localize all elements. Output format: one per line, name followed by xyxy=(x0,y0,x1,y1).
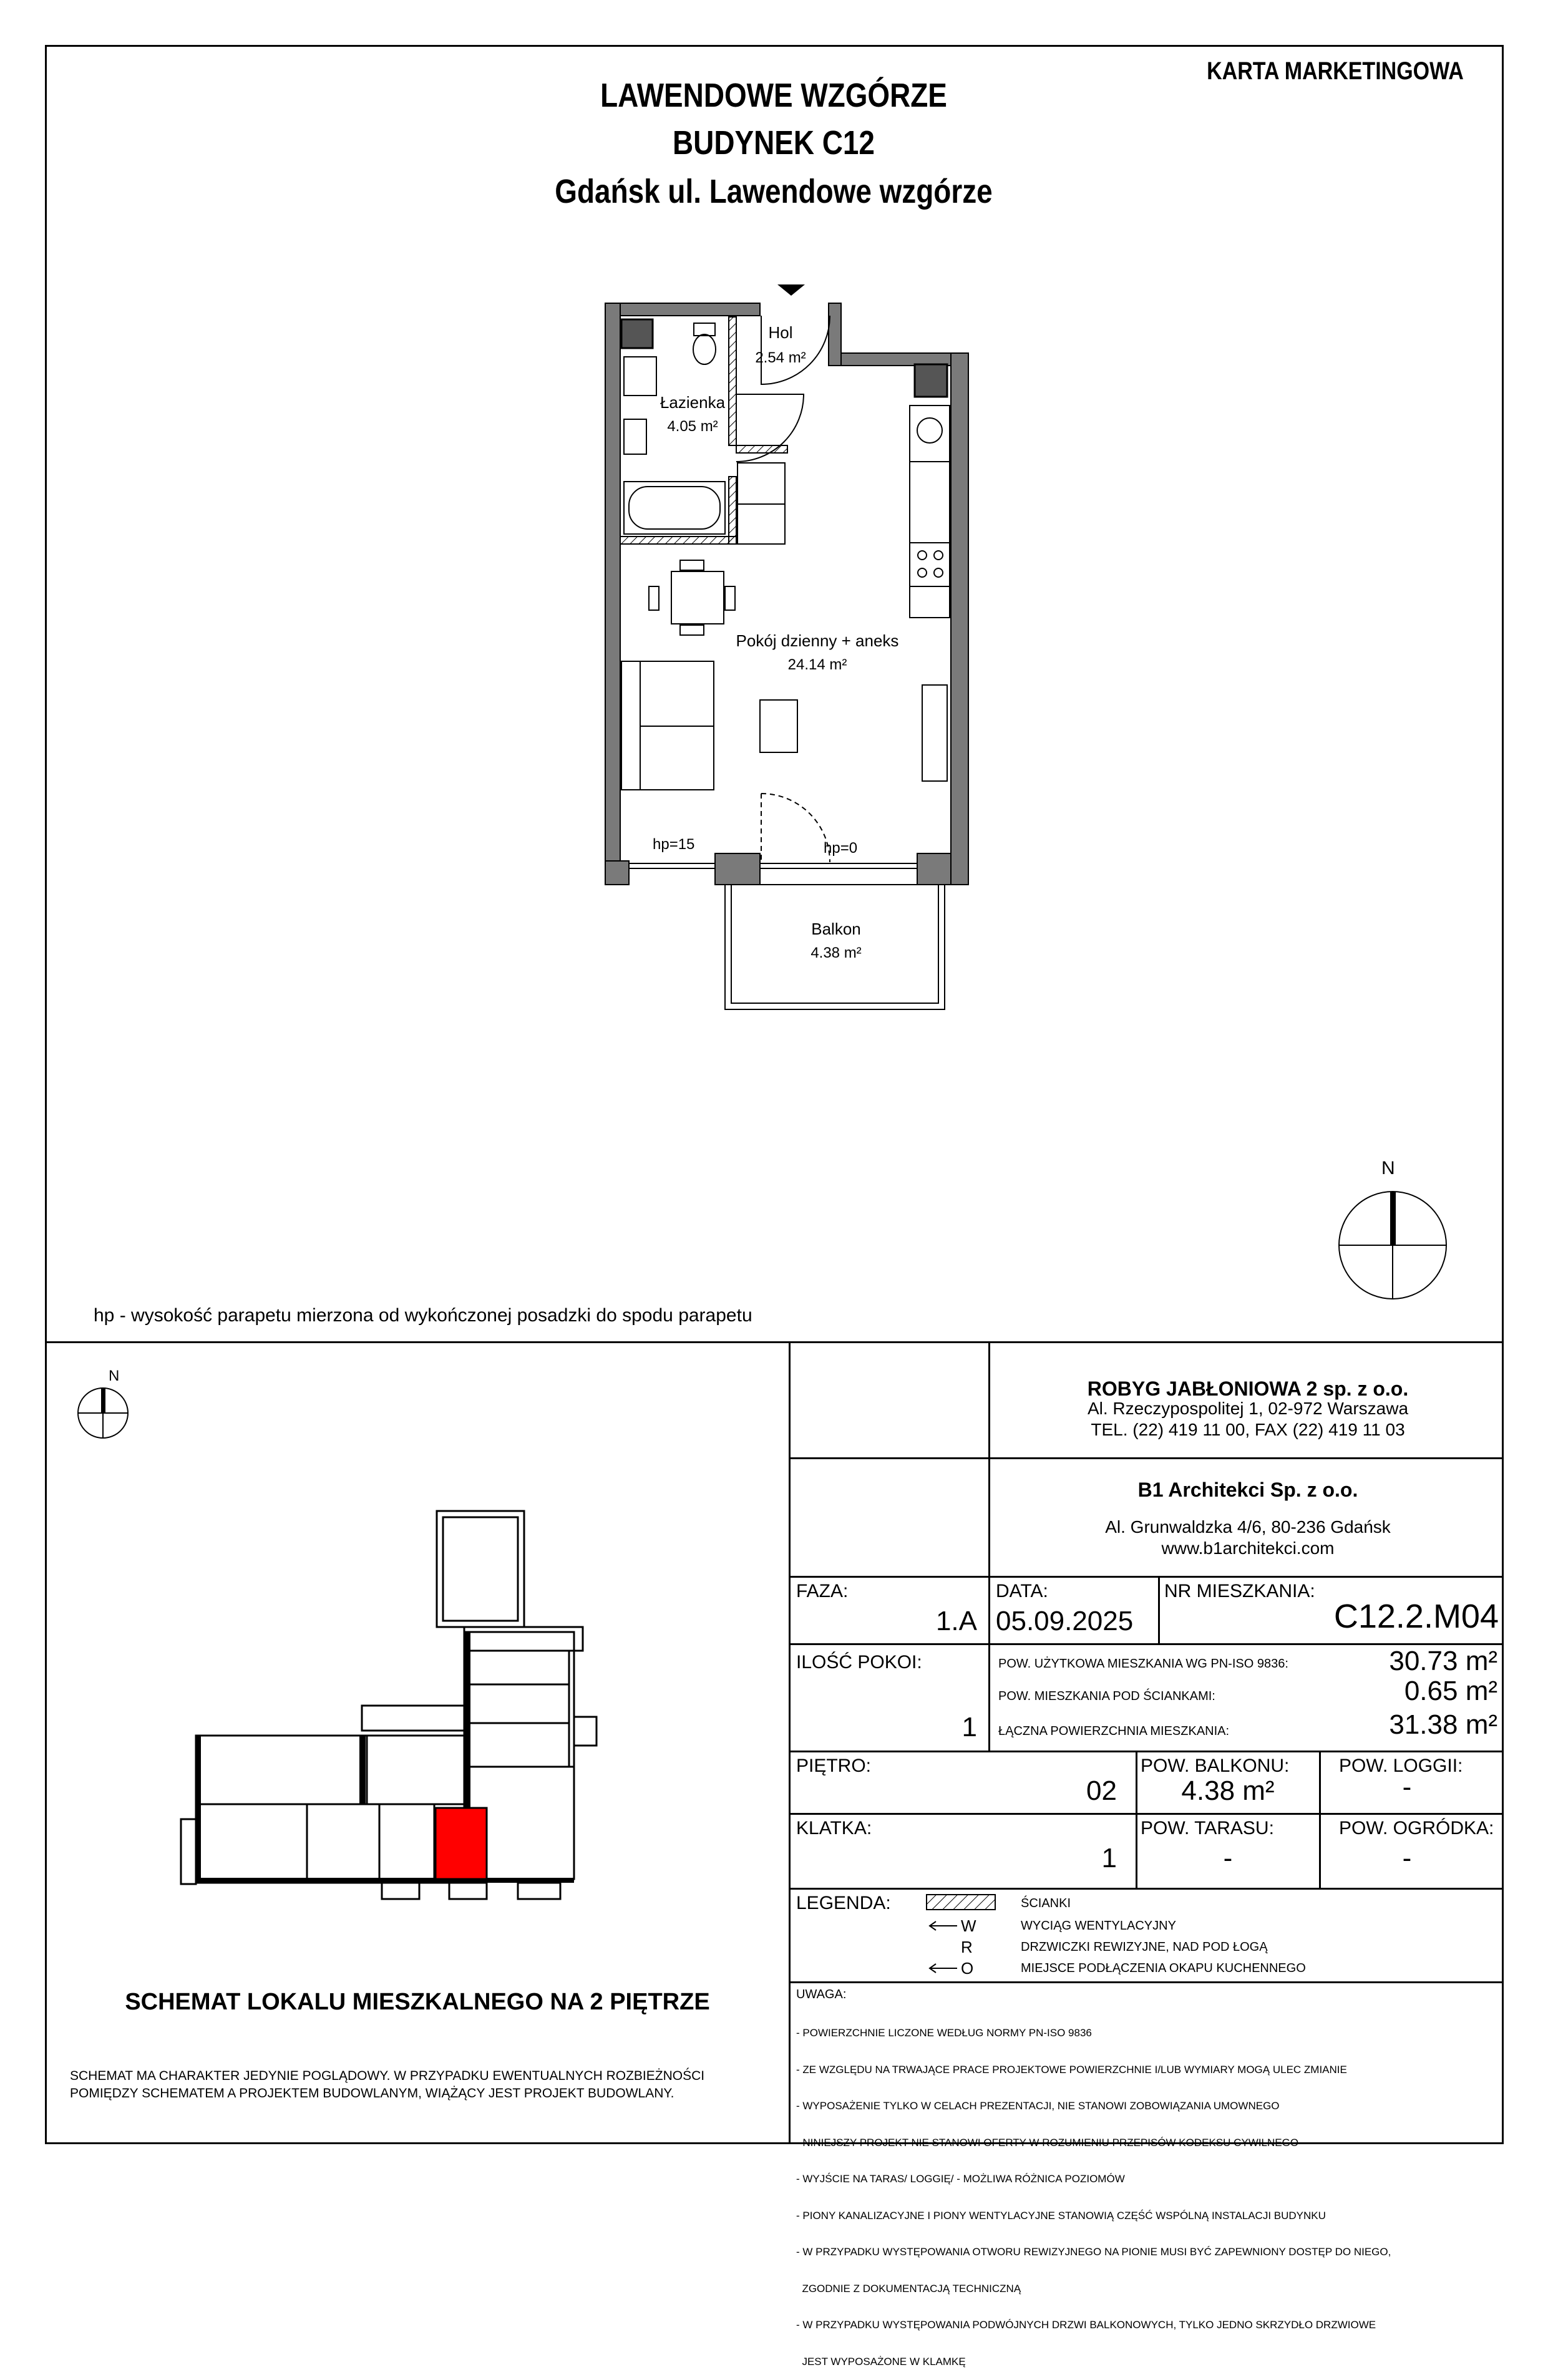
balkon-value: 4.38 m² xyxy=(1181,1775,1275,1806)
room-hol-label: Hol xyxy=(768,323,793,342)
data-label: DATA: xyxy=(996,1581,1048,1601)
legend-label: LEGENDA: xyxy=(796,1893,891,1913)
pow-laczna-label: ŁĄCZNA POWIERZCHNIA MIESZKANIA: xyxy=(998,1724,1230,1738)
taras-label: POW. TARASU: xyxy=(1141,1818,1274,1838)
pow-sciankami-value: 0.65 m² xyxy=(1404,1676,1497,1706)
klatka-label: KLATKA: xyxy=(796,1818,872,1838)
balkon-label: POW. BALKONU: xyxy=(1141,1756,1290,1776)
building-title: BUDYNEK C12 xyxy=(673,124,875,162)
legend-item-ventilation: WYCIĄG WENTYLACYJNY xyxy=(1021,1919,1176,1933)
pokoi-label: ILOŚĆ POKOI: xyxy=(796,1652,922,1673)
notes-label: UWAGA: xyxy=(796,1988,847,2001)
pietro-label: PIĘTRO: xyxy=(796,1756,872,1776)
legend-hatch-icon xyxy=(926,1894,996,1910)
ogrodek-value: - xyxy=(1402,1843,1412,1873)
building-key-plan xyxy=(175,1503,611,1915)
note-item: - ZE WZGLĘDU NA TRWAJĄCE PRACE PROJEKTOWE POWIERZCHNIE I/LUB WYMIARY MOGĄ ULEC ZMIANIE xyxy=(796,2063,1347,2076)
parapet-height-right: hp=0 xyxy=(824,840,858,857)
highlighted-apartment xyxy=(436,1808,487,1879)
room-balkon-area: 4.38 m² xyxy=(811,945,862,961)
card-type-label: KARTA MARKETINGOWA xyxy=(1207,57,1464,85)
architect-web: www.b1architekci.com xyxy=(1161,1538,1335,1558)
note-item: ZGODNIE Z DOKUMENTACJĄ TECHNICZNĄ xyxy=(796,2282,1021,2295)
keyplan-north-label: N xyxy=(109,1367,120,1384)
note-item: - PIONY KANALIZACYJNE I PIONY WENTYLACYJNE STANOWIĄ CZĘŚĆ WSPÓLNĄ INSTALACJI BUDYNKU xyxy=(796,2209,1326,2222)
room-lazienka-area: 4.05 m² xyxy=(667,418,718,435)
ogrodek-label: POW. OGRÓDKA: xyxy=(1339,1818,1494,1838)
note-item: - WYJŚCIE NA TARAS/ LOGGIĘ/ - MOŻLIWA RÓŻNICA POZIOMÓW xyxy=(796,2173,1125,2185)
pow-laczna-value: 31.38 m² xyxy=(1389,1709,1497,1740)
pietro-value: 02 xyxy=(1086,1775,1117,1806)
legend-symbol-w: W xyxy=(961,1916,976,1935)
keyplan-north-arrow-icon xyxy=(75,1385,131,1441)
entrance-arrow xyxy=(777,284,805,296)
investor-name: ROBYG JABŁONIOWA 2 sp. z o.o. xyxy=(1087,1377,1409,1400)
note-item: - POWIERZCHNIE LICZONE WEDŁUG NORMY PN-ISO 9836 xyxy=(796,2027,1092,2039)
project-title: LAWENDOWE WZGÓRZE xyxy=(600,77,947,114)
klatka-value: 1 xyxy=(1101,1843,1117,1873)
address-title: Gdańsk ul. Lawendowe wzgórze xyxy=(555,173,993,210)
pokoi-value: 1 xyxy=(961,1712,977,1742)
room-hol-area: 2.54 m² xyxy=(755,349,806,366)
investor-phone: TEL. (22) 419 11 00, FAX (22) 419 11 03 xyxy=(1091,1420,1405,1439)
pow-sciankami-label: POW. MIESZKANIA POD ŚCIANKAMI: xyxy=(998,1689,1215,1703)
keyplan-disclaimer-1: SCHEMAT MA CHARAKTER JEDYNIE POGLĄDOWY. W PRZYPADKU EWENTUALNYCH ROZBIEŻNOŚCI xyxy=(70,2069,705,2083)
nr-value: C12.2.M04 xyxy=(1333,1598,1499,1635)
architect-name: B1 Architekci Sp. z o.o. xyxy=(1137,1479,1358,1501)
note-item: - WYPOSAŻENIE TYLKO W CELACH PREZENTACJI, NIE STANOWI ZOBOWIĄZANIA UMOWNEGO xyxy=(796,2100,1280,2112)
legend-symbol-o: O xyxy=(961,1959,974,1978)
legend-item-revision: DRZWICZKI REWIZYJNE, NAD POD ŁOGĄ xyxy=(1021,1940,1268,1954)
note-item: - NINIEJSZY PROJEKT NIE STANOWI OFERTY W ROZUMIENIU PRZEPISÓW KODEKSU CYWILNEGO xyxy=(796,2136,1299,2149)
keyplan-caption: SCHEMAT LOKALU MIESZKALNEGO NA 2 PIĘTRZE xyxy=(125,1989,710,2015)
room-lazienka-label: Łazienka xyxy=(660,393,726,412)
loggia-label: POW. LOGGII: xyxy=(1339,1756,1463,1776)
notes-list xyxy=(796,2003,1391,2380)
keyplan-disclaimer-2: POMIĘDZY SCHEMATEM A PROJEKTEM BUDOWLANYM, WIĄŻĄCY JEST PROJEKT BUDOWLANY. xyxy=(70,2086,674,2101)
taras-value: - xyxy=(1223,1843,1233,1873)
pow-uzytkowa-value: 30.73 m² xyxy=(1389,1646,1497,1676)
legend-arrow-o-icon xyxy=(927,1963,958,1974)
north-arrow-icon xyxy=(1330,1189,1455,1301)
room-living-label: Pokój dzienny + aneks xyxy=(736,631,899,650)
note-item: - W PRZYPADKU WYSTĘPOWANIA PODWÓJNYCH DRZWI BALKONOWYCH, TYLKO JEDNO SKRZYDŁO DRZWIOWE xyxy=(796,2319,1376,2331)
note-item: JEST WYPOSAŻONE W KLAMKĘ xyxy=(796,2355,966,2368)
parapet-note: hp - wysokość parapetu mierzona od wykończonej posadzki do spodu parapetu xyxy=(94,1305,752,1326)
parapet-height-left: hp=15 xyxy=(653,836,695,853)
legend-item-hood: MIEJSCE PODŁĄCZENIA OKAPU KUCHENNEGO xyxy=(1021,1961,1306,1975)
north-label: N xyxy=(1381,1158,1395,1178)
legend-item-walls: ŚCIANKI xyxy=(1021,1897,1071,1910)
pow-uzytkowa-label: POW. UŻYTKOWA MIESZKANIA WG PN-ISO 9836: xyxy=(998,1657,1288,1671)
room-living-area: 24.14 m² xyxy=(787,656,847,673)
faza-label: FAZA: xyxy=(796,1581,849,1601)
architect-address: Al. Grunwaldzka 4/6, 80-236 Gdańsk xyxy=(1105,1517,1391,1537)
loggia-value: - xyxy=(1402,1772,1412,1802)
note-item: - W PRZYPADKU WYSTĘPOWANIA OTWORU REWIZYJNEGO NA PIONIE MUSI BYĆ ZAPEWNIONY DOSTĘP DO NIEGO, xyxy=(796,2246,1391,2258)
nr-label: NR MIESZKANIA: xyxy=(1164,1581,1315,1601)
data-value: 05.09.2025 xyxy=(996,1606,1134,1636)
faza-value: 1.A xyxy=(935,1606,977,1636)
investor-address: Al. Rzeczypospolitej 1, 02-972 Warszawa xyxy=(1087,1399,1409,1418)
legend-symbol-r: R xyxy=(961,1938,973,1956)
legend-arrow-w-icon xyxy=(927,1920,958,1931)
room-balkon-label: Balkon xyxy=(811,920,861,938)
